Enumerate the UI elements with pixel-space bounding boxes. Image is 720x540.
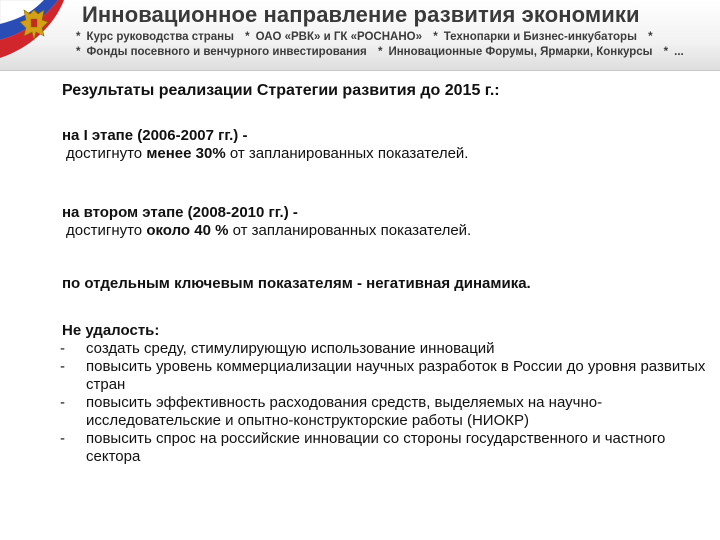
list-dash: - (60, 394, 65, 411)
topic-item: Технопарки и Бизнес-инкубаторы (443, 31, 637, 43)
topic-bullet: * (245, 31, 250, 43)
stage-2-suffix: от запланированных показателей. (228, 222, 472, 239)
failed-goals-block (62, 322, 712, 466)
header-topics-line-2 (76, 46, 684, 58)
stage-2-result (66, 222, 712, 240)
list-dash: - (60, 430, 65, 447)
russian-flag-emblem-icon (0, 0, 72, 66)
stage-1-result (66, 145, 712, 163)
stage-2-prefix: достигнуто (66, 222, 147, 239)
results-heading-block (62, 82, 712, 100)
topic-bullet: * (377, 46, 383, 58)
topic-bullet: * (76, 46, 81, 58)
topic-item: Курс руководства страны (86, 31, 234, 43)
page-title: Инновационное направление развития экономики (82, 2, 640, 27)
failed-goals-title: Не удалость: (62, 322, 160, 339)
header-topics-line-1 (76, 31, 653, 43)
negative-dynamics-text: по отдельным ключевым показателям - негативная динамика. (62, 275, 531, 292)
topic-bullet: * (648, 31, 653, 43)
list-item-text: повысить эффективность расходования средств, выделяемых на научно-исследовательские и опытно-конструкторские работы (НИОКР) (86, 394, 603, 429)
list-item-text: повысить уровень коммерциализации научных разработок в России до уровня развитых стран (86, 358, 706, 393)
topic-bullet: * (433, 31, 438, 43)
stage-1-suffix: от запланированных показателей. (225, 145, 469, 162)
list-dash: - (60, 340, 65, 357)
list-item (62, 430, 712, 466)
topic-bullet: * (76, 31, 81, 43)
list-item-text: создать среду, стимулирующую использование инноваций (86, 340, 495, 357)
topic-item: ... (674, 46, 684, 58)
topic-bullet: * (663, 46, 669, 58)
list-item (62, 340, 712, 358)
header-banner (0, 0, 720, 71)
stage-1-prefix: достигнуто (66, 145, 147, 162)
stage-1-highlight: менее 30% (146, 145, 226, 162)
results-heading: Результаты реализации Стратегии развития до 2015 г.: (62, 82, 500, 99)
list-dash: - (60, 358, 65, 375)
topic-item: Инновационные Форумы, Ярмарки, Конкурсы (388, 46, 653, 58)
stage-1-title: на I этапе (2006-2007 гг.) - (62, 127, 248, 144)
topic-item: Фонды посевного и венчурного инвестирования (86, 46, 367, 58)
list-item (62, 358, 712, 394)
negative-dynamics-block (62, 275, 712, 293)
list-item-text: повысить спрос на российские инновации со стороны государственного и частного сектора (86, 430, 666, 465)
stage-2-title: на втором этапе (2008-2010 гг.) - (62, 204, 298, 221)
stage-2-highlight: около 40 % (146, 222, 229, 239)
list-item (62, 394, 712, 430)
stage-1-block (62, 127, 712, 163)
stage-2-block (62, 204, 712, 240)
topic-item: ОАО «РВК» и ГК «РОСНАНО» (255, 31, 422, 43)
